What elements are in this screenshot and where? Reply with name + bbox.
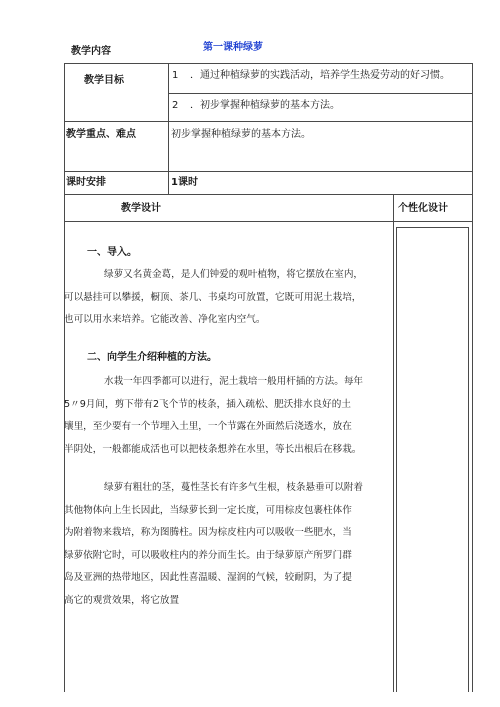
goal-2-number: 2 [172, 100, 179, 111]
label-teaching-content: 教学内容 [71, 46, 111, 57]
section-1-heading: 一、导入。 [87, 247, 137, 258]
row-divider-goals [168, 93, 472, 94]
section-2-line: 半阴处，一般都能成活也可以把枝条想养在水里，等长出根后在移栽。 [64, 443, 362, 455]
row-divider-4 [64, 221, 472, 222]
section-2-line: 水栽一年四季都可以进行，泥土栽培一般用杆插的方法。每年 [104, 376, 364, 387]
goal-1-number: 1 [172, 70, 179, 81]
inner-box-top [396, 227, 468, 228]
section-2-line: 岛及亚洲的热带地区，因此性喜温暖、湿润的气候，较耐阴，为了提 [64, 572, 352, 583]
label-teaching-goals: 教学目标 [84, 75, 124, 86]
inner-box-left [396, 227, 397, 692]
section-2-paragraph-1 [64, 371, 363, 461]
section-2-line: 其他物体向上生长因此，当绿萝长到一定长度，可用棕皮包裹柱体作 [64, 504, 352, 516]
goal-2-text: ．初步掌握种植绿萝的基本方法。 [190, 100, 340, 111]
section-2-line: 5〃9月间，剪下带有2飞个节的枝条，插入疏松、肥沃排水良好的土 [64, 398, 351, 410]
section-2-heading: 二、向学生介绍种植的方法。 [87, 352, 217, 363]
section-2-line: 绿萝依附它时，可以吸收柱内的养分而生长。由于绿萝原产所罗门群 [64, 549, 352, 561]
row-divider-3 [64, 194, 472, 195]
section-2-line: 为附着物来栽培，称为图腾柱。因为棕皮柱内可以吸收一些肥水，当 [64, 527, 352, 538]
header-personal-design: 个性化设计 [398, 203, 448, 214]
section-1-paragraph [64, 264, 363, 332]
table-border-right [472, 63, 473, 692]
key-points-value: 初步掌握种植绿萝的基本方法。 [171, 129, 311, 140]
label-class-hours: 课时安排 [66, 177, 106, 188]
lesson-title: 第一课种绿萝 [203, 42, 263, 53]
inner-box-right [468, 227, 469, 692]
header-teaching-design: 教学设计 [121, 203, 161, 214]
class-hours-value: 1课时 [171, 177, 198, 188]
row-divider-1 [64, 121, 472, 122]
goal-1-text: ．通过种植绿萝的实践活动，培养学生热爱劳动的好习惯。 [190, 70, 450, 81]
section-1-line: 绿萝又名黄金葛，是人们钟爱的观叶植物，将它摆放在室内， [104, 269, 364, 280]
section-2-line: 高它的观赏效果，将它放置 [64, 594, 180, 606]
table-border-top [64, 63, 472, 64]
section-2-line: 壤里，至少要有一个节埋入土里，一个节露在外面然后浇透水，放在 [64, 421, 352, 432]
label-key-points: 教学重点、难点 [66, 129, 136, 140]
section-2-line: 绿萝有粗壮的茎，蔓性茎长有许多气生根，枝条悬垂可以附着 [104, 482, 364, 493]
section-1-line: 可以悬挂可以攀援，橱顶、茶几、书桌均可放置，它既可用泥土栽培， [64, 291, 362, 303]
column-divider [168, 63, 169, 194]
column-divider-personal [393, 194, 394, 692]
row-divider-2 [64, 171, 472, 172]
section-1-line: 也可以用水来培养。它能改善、净化室内空气。 [64, 314, 266, 325]
section-2-paragraph-2 [64, 477, 363, 612]
